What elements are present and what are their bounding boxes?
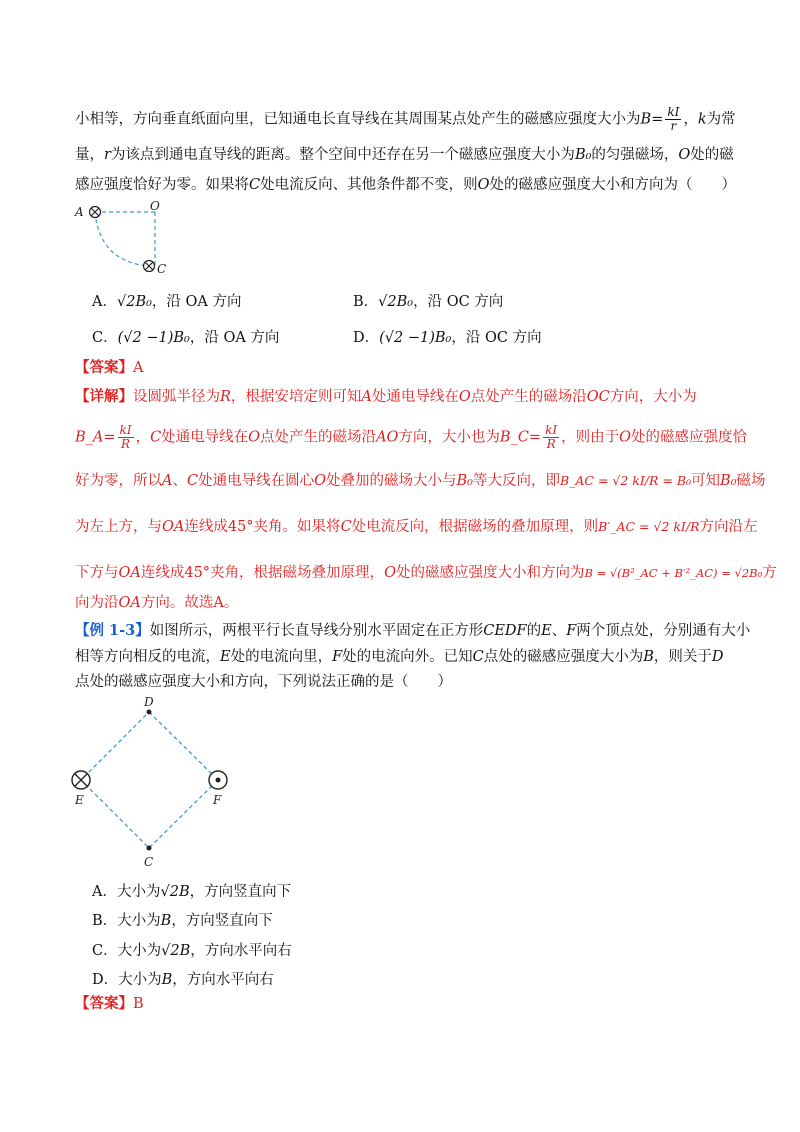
denominator: R	[121, 437, 131, 451]
symbol: O	[384, 565, 396, 581]
q1-detail-line-1	[75, 386, 735, 408]
text: 点处的磁感应强度大小和方向，下列说法正确的是（ ）	[75, 674, 452, 690]
q1-line-3	[75, 174, 735, 196]
option-expr: B	[160, 913, 172, 929]
option-letter: B．	[353, 294, 379, 310]
option-text: ，沿 OA 方向	[189, 330, 280, 346]
symbol: B	[643, 649, 654, 665]
text: 方向沿左	[699, 519, 758, 535]
example-tag: 【例 1-3】	[75, 622, 150, 639]
fraction-ki-r	[665, 106, 681, 133]
symbol: O	[248, 429, 261, 446]
answer-value: A	[133, 360, 144, 376]
formula: B′_AC = √2 kI/R	[598, 519, 700, 534]
text: 相等方向相反的电流，	[75, 649, 220, 665]
numerator: kI	[667, 105, 680, 119]
symbol-o: O	[678, 147, 691, 163]
formula: B_AC = √2 kI/R = B₀	[559, 473, 692, 488]
fraction	[118, 424, 134, 451]
label-d: D	[144, 695, 154, 709]
option-expr: √2B₀	[116, 294, 152, 310]
answer-tag: 【答案】	[75, 995, 133, 1012]
q1-detail-line-6	[75, 592, 735, 614]
q1-detail-line-2	[75, 423, 747, 451]
q1-line-1	[75, 106, 735, 133]
q2-option-c[interactable]	[92, 939, 292, 960]
symbol: C	[340, 519, 352, 535]
q1-detail-line-4	[75, 516, 758, 538]
figure-quarter-arc	[70, 200, 180, 280]
numerator: kI	[545, 423, 558, 437]
square-cedf	[81, 712, 218, 848]
symbol-c: C	[249, 177, 261, 193]
option-letter: A．	[92, 884, 117, 900]
text: 、	[551, 623, 567, 639]
angle: 45°	[227, 519, 254, 535]
option-pre: 大小为	[117, 943, 162, 959]
label-c: C	[157, 262, 167, 276]
symbol-r: r	[104, 147, 111, 163]
text: 的	[526, 623, 542, 639]
text: 为常	[706, 111, 736, 128]
symbol: F	[566, 623, 577, 639]
symbol: OA	[118, 595, 141, 611]
equals: =	[103, 429, 116, 446]
text: 连线成	[140, 565, 185, 581]
q1-option-a[interactable]	[92, 290, 242, 311]
text: 方向。故选	[140, 595, 214, 611]
text: 感应强度恰好为零。如果将	[75, 177, 249, 193]
text: 点处的磁感应强度大小为	[483, 649, 644, 665]
option-letter: A．	[92, 294, 117, 310]
text: 处叠加的磁场大小与	[325, 473, 457, 489]
option-expr: B	[161, 972, 173, 988]
symbol: OC	[586, 389, 610, 405]
symbol: O	[619, 429, 631, 446]
text: ，根据安培定则可知	[230, 389, 362, 405]
text: ，则关于	[653, 649, 712, 665]
text: 处通电导线在	[371, 389, 459, 405]
text: 向为沿	[75, 595, 119, 611]
text: ，	[135, 429, 151, 446]
answer-tag: 【答案】	[75, 359, 133, 376]
option-pre: 大小为	[116, 884, 161, 900]
text: 处电流反向、其他条件都不变，则	[260, 177, 478, 193]
text: 处电流反向，根据磁场的叠加原理，则	[351, 519, 599, 535]
q2-line-1	[75, 620, 751, 642]
text: 小相等，方向垂直纸面向里，已知通电长直导线在其周围某点处产生的磁感应强度大小为	[75, 111, 641, 128]
text: 设圆弧半径为	[133, 389, 220, 405]
figure-square	[65, 692, 240, 872]
symbol: E	[220, 649, 231, 665]
equals: =	[651, 111, 664, 128]
text: 连线成	[184, 519, 228, 535]
text: 处的电流向外。已知	[342, 649, 473, 665]
text: 的匀强磁场，	[591, 147, 679, 163]
option-text: ，沿 OC 方向	[451, 330, 542, 346]
current-into-page-icon	[90, 207, 101, 218]
text: 夹角，根据磁场叠加原理，	[210, 565, 385, 581]
text: 点处产生的磁场沿	[260, 429, 377, 446]
text: 可知	[691, 473, 721, 489]
text: 处的磁感应强度大小和方向为（ ）	[489, 177, 736, 193]
text: 如图所示，两根平行长直导线分别水平固定在正方形	[149, 623, 484, 639]
point-d	[147, 710, 152, 715]
symbol: B₀	[720, 473, 737, 489]
option-expr: (√2 −1)B₀	[117, 330, 190, 346]
text: 方向，大小为	[609, 389, 697, 405]
symbol: E	[541, 623, 552, 639]
text: 。	[223, 595, 239, 611]
point-c	[147, 846, 152, 851]
formula: B = √(B²_AC + B′²_AC) = √2B₀	[584, 566, 763, 580]
q2-option-a[interactable]	[92, 880, 291, 901]
option-expr: √2B₀	[378, 294, 414, 310]
option-expr: (√2 −1)B₀	[379, 330, 452, 346]
option-letter: D．	[92, 972, 119, 988]
label-c: C	[144, 855, 154, 869]
symbol-o: O	[477, 177, 490, 193]
symbol: OA	[162, 519, 185, 535]
symbol: D	[711, 649, 724, 665]
text: 量，	[75, 147, 104, 163]
symbol-b: B	[640, 111, 652, 128]
text: 处的磁	[690, 147, 734, 163]
q1-option-d[interactable]	[353, 326, 542, 347]
symbol: C	[186, 473, 199, 489]
label-f: F	[213, 793, 222, 807]
text: 两个顶点处，分别通有大小	[576, 623, 751, 639]
text: 为左上方，与	[75, 519, 162, 535]
q1-option-c[interactable]	[92, 326, 279, 347]
arc-ac	[95, 212, 149, 266]
text: 磁场	[736, 473, 766, 489]
symbol: O	[314, 473, 326, 489]
current-into-page-icon	[144, 261, 155, 272]
current-out-of-page-icon	[209, 771, 227, 789]
text: 处通电导线在圆心	[198, 473, 315, 489]
q2-option-d[interactable]	[92, 968, 274, 989]
q1-option-b[interactable]	[353, 290, 503, 311]
q2-line-3	[75, 671, 735, 693]
equals: =	[528, 429, 542, 446]
label-a: A	[75, 205, 84, 219]
text: 下方与	[75, 565, 119, 581]
symbol: AO	[376, 429, 399, 446]
symbol: A	[361, 389, 372, 405]
symbol: F	[332, 649, 343, 665]
option-letter: C．	[92, 330, 118, 346]
text: 方	[762, 565, 777, 581]
text: 点处产生的磁场沿	[470, 389, 587, 405]
detail-tag: 【详解】	[75, 388, 133, 405]
text: 处的磁感应强度恰	[630, 429, 747, 446]
angle: 45°	[184, 565, 211, 581]
option-text: ，沿 OA 方向	[151, 294, 242, 310]
fraction	[543, 424, 559, 451]
symbol: R	[220, 389, 231, 405]
option-text: ，方向竖直向下	[171, 913, 273, 929]
denominator: R	[546, 437, 556, 451]
text: ，则由于	[561, 429, 620, 446]
option-expr: √2B	[161, 943, 191, 959]
option-text: ，沿 OC 方向	[413, 294, 504, 310]
symbol: A	[162, 473, 173, 489]
option-letter: C．	[92, 943, 118, 959]
symbol: B_A	[75, 429, 104, 446]
q2-answer	[75, 993, 735, 1015]
option-text: ，方向水平向右	[190, 943, 292, 959]
q1-detail-line-3	[75, 470, 766, 492]
text: 为该点到通电直导线的距离。整个空间中还存在另一个磁感应强度大小为	[110, 147, 575, 163]
text: 夹角。如果将	[253, 519, 341, 535]
q2-option-b[interactable]	[92, 909, 273, 930]
text: 等大反向，即	[472, 473, 560, 489]
numerator: kI	[119, 423, 132, 437]
option-letter: D．	[353, 330, 380, 346]
text: A	[213, 595, 224, 611]
text: ，	[683, 111, 698, 128]
option-expr: √2B	[160, 884, 190, 900]
symbol: B_C	[499, 429, 529, 446]
q2-line-2	[75, 646, 735, 668]
option-text: ，方向水平向右	[172, 972, 274, 988]
option-pre: 大小为	[117, 913, 161, 929]
symbol: C	[150, 429, 162, 446]
q1-line-2	[75, 144, 735, 166]
option-text: ，方向竖直向下	[189, 884, 292, 900]
option-letter: B．	[92, 913, 118, 929]
symbol: CEDF	[483, 623, 527, 639]
symbol-k: k	[697, 111, 707, 128]
symbol: B₀	[456, 473, 473, 489]
q1-detail-line-5	[75, 562, 777, 584]
text: 好为零，所以	[75, 473, 162, 489]
option-pre: 大小为	[118, 972, 162, 988]
symbol: O	[458, 389, 471, 405]
text: 处通电导线在	[161, 429, 249, 446]
text: 处的磁感应强度大小和方向为	[395, 565, 585, 581]
denominator: r	[670, 119, 677, 133]
answer-value: B	[133, 996, 144, 1012]
label-e: E	[75, 793, 84, 807]
text: 处的电流向里，	[230, 649, 333, 665]
current-into-page-icon	[72, 771, 90, 789]
symbol-b0: B₀	[574, 147, 592, 163]
symbol: C	[472, 649, 484, 665]
text: 方向，大小也为	[398, 429, 500, 446]
q1-answer	[75, 357, 735, 379]
symbol: OA	[118, 565, 141, 581]
text: 、	[172, 473, 187, 489]
label-o: O	[150, 200, 160, 213]
